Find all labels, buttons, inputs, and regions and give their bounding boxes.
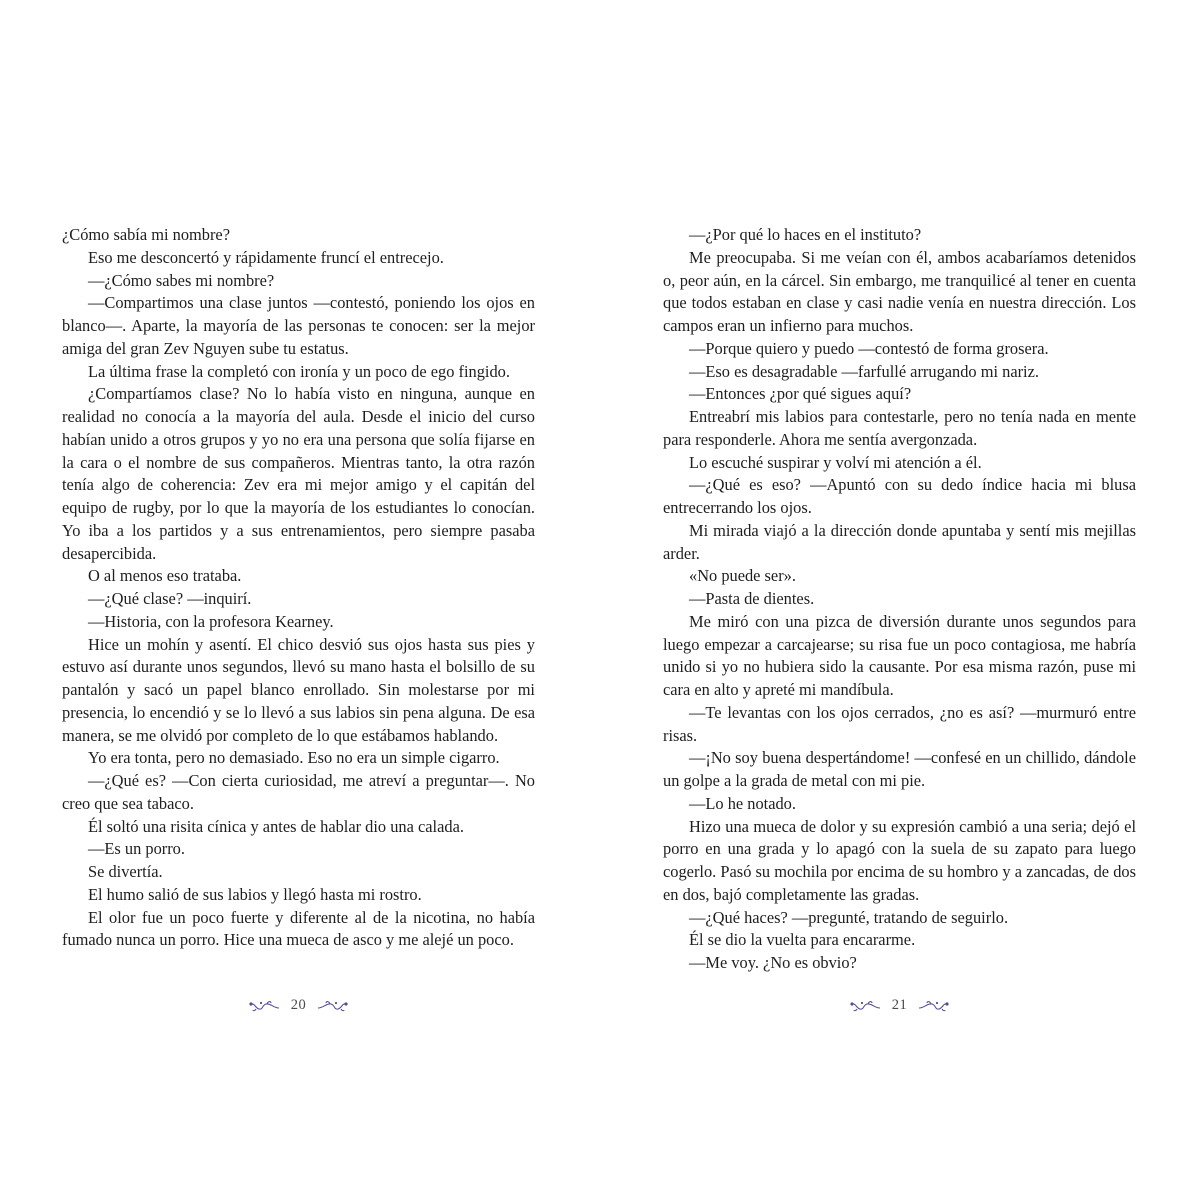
paragraph: —¿Qué es? —Con cierta curiosidad, me atreví a preguntar—. No creo que sea tabaco. <box>62 771 535 813</box>
paragraph: Hice un mohín y asentí. El chico desvió sus ojos hasta sus pies y estuvo así durante unos segundos, llevó su mano hasta el bolsillo de su pantalón y sacó un papel blanco enrollado. Sin molestarse por mi presencia, lo encendió y se lo llevó a sus labios sin pena alguna. De esa manera, se me olvidó por completo de lo que estábamos hablando. <box>62 634 535 745</box>
paragraph: Hizo una mueca de dolor y su expresión cambió a una seria; dejó el porro en una grada y lo apagó con la suela de su zapato para luego cogerlo. Pasó su mochila por encima de su hombro y a zancadas, de dos en dos, bajó completamente las gradas. <box>663 816 1136 904</box>
paragraph: —¡No soy buena despertándome! —confesé en un chillido, dándole un golpe a la grada de metal con mi pie. <box>663 748 1136 790</box>
paragraph: Me miró con una pizca de diversión durante unos segundos para luego empezar a carcajearse; su risa fue un poco contagiosa, me habría unido si yo no hubiera sido la causante. Por esa misma razón, puse mi cara en alto y apreté mi mandíbula. <box>663 611 1136 699</box>
paragraph: —¿Qué haces? —pregunté, tratando de seguirlo. <box>689 907 1009 927</box>
paragraph: O al menos eso trataba. <box>88 566 242 586</box>
paragraph: —Es un porro. <box>88 839 185 859</box>
paragraph: —Me voy. ¿No es obvio? <box>689 953 857 972</box>
paragraph: El olor fue un poco fuerte y diferente al de la nicotina, no había fumado nunca un porro. Hice una mueca de asco y me alejé un poco. <box>62 907 535 950</box>
left-page <box>62 224 535 952</box>
page-number: 20 <box>290 997 307 1013</box>
paragraph: «No puede ser». <box>689 566 796 586</box>
left-page-folio <box>62 997 535 1014</box>
paragraph: —Entonces ¿por qué sigues aquí? <box>689 384 912 404</box>
paragraph: —Eso es desagradable —farfullé arrugando mi nariz. <box>689 361 1039 381</box>
paragraph: —¿Qué clase? —inquirí. <box>88 589 252 608</box>
paragraph: Él se dio la vuelta para encararme. <box>689 930 916 950</box>
paragraph: Me preocupaba. Si me veían con él, ambos acabaríamos detenidos o, peor aún, en la cárcel. Sin embargo, me tranquilicé al tener en cuenta que todos estaban en clase y casi nadie venía en nuestra dirección. Los campos eran un infierno para muchos. <box>663 247 1136 335</box>
floral-flourish-icon <box>316 999 350 1013</box>
right-page <box>663 224 1136 975</box>
paragraph: Entreabrí mis labios para contestarle, pero no tenía nada en mente para responderle. Ahora me sentía avergonzada. <box>663 407 1136 449</box>
floral-flourish-icon <box>917 999 951 1013</box>
paragraph: —Compartimos una clase juntos —contestó, poniendo los ojos en blanco—. Aparte, la mayoría de las personas te conocen: ser la mejor amiga del gran Zev Nguyen sube tu estatus. <box>62 293 535 358</box>
paragraph: ¿Cómo sabía mi nombre? <box>62 225 230 244</box>
paragraph: Yo era tonta, pero no demasiado. Eso no era un simple cigarro. <box>88 748 500 768</box>
paragraph: —Lo he notado. <box>689 793 796 813</box>
paragraph: —Te levantas con los ojos cerrados, ¿no es así? —murmuró entre risas. <box>663 702 1136 745</box>
paragraph: Él soltó una risita cínica y antes de hablar dio una calada. <box>88 816 464 836</box>
right-page-text <box>663 224 1136 975</box>
paragraph: El humo salió de sus labios y llegó hasta mi rostro. <box>88 884 422 904</box>
page-number: 21 <box>891 997 908 1013</box>
paragraph: —¿Cómo sabes mi nombre? <box>88 270 275 290</box>
paragraph: Eso me desconcertó y rápidamente fruncí el entrecejo. <box>88 247 444 267</box>
paragraph: ¿Compartíamos clase? No lo había visto en ninguna, aunque en realidad no conocía a la mayoría del aula. Desde el inicio del curso habían unido a otros grupos y yo no era una persona que solía fijarse en la cara o el nombre de sus compañeros. Mientras tanto, la otra razón tenía algo de coherencia: Zev era mi mejor amigo y el capitán del equipo de rugby, por lo que la mayoría de los estudiantes lo conocían. Yo iba a los partidos y a sus entrenamientos, pero siempre pasaba desapercibida. <box>62 384 535 563</box>
paragraph: —¿Qué es eso? —Apuntó con su dedo índice hacia mi blusa entrecerrando los ojos. <box>663 475 1136 517</box>
floral-flourish-icon <box>247 999 281 1013</box>
floral-flourish-icon <box>848 999 882 1013</box>
paragraph: La última frase la completó con ironía y un poco de ego fingido. <box>88 361 510 381</box>
left-page-text <box>62 224 535 952</box>
paragraph: Lo escuché suspirar y volví mi atención a él. <box>689 452 982 472</box>
paragraph: Se divertía. <box>88 862 163 881</box>
paragraph: —¿Por qué lo haces en el instituto? <box>689 225 922 244</box>
paragraph: —Historia, con la profesora Kearney. <box>88 611 334 631</box>
right-page-folio <box>663 997 1136 1014</box>
paragraph: —Pasta de dientes. <box>689 589 815 608</box>
paragraph: Mi mirada viajó a la dirección donde apuntaba y sentí mis mejillas arder. <box>663 520 1136 563</box>
paragraph: —Porque quiero y puedo —contestó de forma grosera. <box>689 338 1049 358</box>
